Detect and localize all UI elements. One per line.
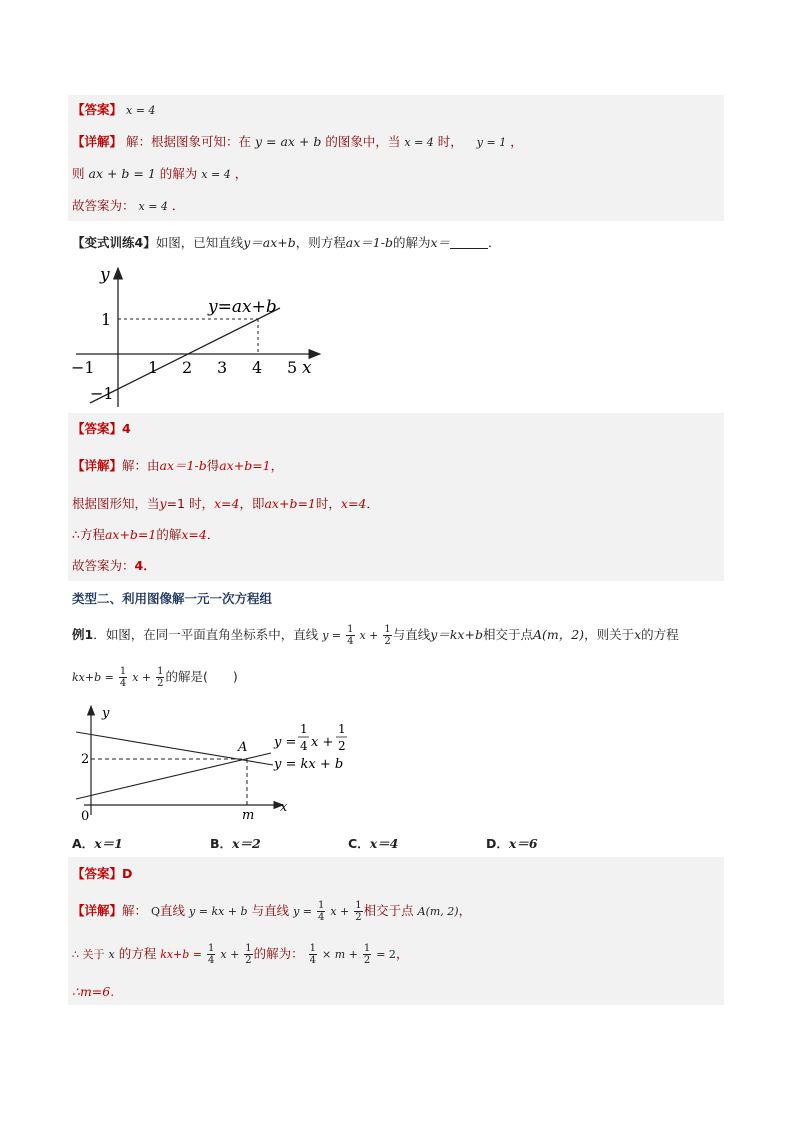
fraction [354, 900, 362, 923]
detail-line-3 [72, 196, 184, 217]
equation: ax + b = 1 [88, 166, 156, 181]
denominator: 2 [355, 912, 362, 923]
text: 的解为 [159, 166, 198, 181]
text: ， [395, 946, 409, 961]
line1-frac1-den: 4 [300, 739, 308, 753]
option-value: x＝1 [94, 836, 123, 851]
text: 故答案为： [72, 558, 135, 573]
numerator: 1 [245, 943, 252, 954]
tick-label-5: 5 [287, 358, 298, 377]
tick-label-3: 3 [217, 358, 228, 377]
option-value: x＝6 [508, 836, 538, 851]
text: =1 时， [166, 496, 214, 511]
text: ∴方程 [72, 527, 105, 542]
fraction [119, 666, 127, 689]
line1-frac2-den: 2 [338, 739, 346, 753]
detail-line-2 [72, 164, 247, 185]
text: 则 [72, 166, 85, 181]
equation: y＝ax+b [243, 235, 296, 250]
tick-label-1: 1 [148, 358, 159, 377]
fraction [383, 624, 391, 647]
answer-line [72, 100, 155, 121]
equation: x=4 [340, 496, 367, 511]
text: 相交于点 [482, 627, 533, 642]
x-tick-m: m [242, 808, 255, 823]
line-quarter-x-half [76, 753, 271, 799]
denominator: 4 [119, 678, 127, 689]
equation: y = [322, 629, 342, 642]
option-value: x＝2 [232, 836, 261, 851]
answer-line [72, 864, 132, 884]
equation: kx+b = [72, 671, 114, 684]
detail-line-2 [72, 941, 408, 968]
equation: ax＝1-b [345, 235, 393, 250]
tick-label-4: 4 [252, 358, 263, 377]
text: ，则方程 [295, 235, 346, 250]
text: 的解为： [253, 946, 304, 961]
option-d[interactable] [486, 834, 538, 852]
point: A(m，2) [532, 627, 585, 642]
x-axis-label: x [302, 358, 312, 378]
symbol: Q [151, 905, 161, 918]
numerator: 1 [347, 624, 354, 635]
text: 的解为 [392, 235, 431, 250]
line2-label: y = kx + b [274, 757, 344, 772]
equation: kx+b = [160, 948, 203, 961]
equation: y = [293, 905, 313, 918]
option-c[interactable] [348, 834, 398, 852]
tick-label-neg1: −1 [71, 358, 95, 377]
variant-tag: 【变式训练4】 [72, 235, 156, 250]
denominator: 2 [363, 955, 371, 966]
text: 得 [206, 458, 220, 473]
text: 解： [122, 903, 148, 918]
detail-line-1 [72, 132, 523, 153]
detail-tag: 【详解】 [72, 134, 123, 149]
text: 4． [134, 558, 156, 573]
y-tick-neg1: −1 [90, 384, 114, 403]
detail-line-1 [72, 898, 471, 925]
denominator: 4 [318, 912, 325, 923]
text: 的方程 [118, 946, 157, 961]
equation: ax+b=1 [219, 458, 271, 473]
text: 与直线 [251, 903, 290, 918]
line1-prefix: y = [274, 735, 297, 750]
example-tag: 例1 [72, 627, 94, 642]
detail-line-2 [72, 494, 379, 514]
text: ， [234, 166, 248, 181]
text: ∴ 关于 [72, 948, 105, 961]
text: ． [366, 496, 379, 511]
equation: x＝ [430, 235, 451, 250]
numerator: 1 [384, 624, 391, 635]
option-a[interactable] [72, 834, 123, 852]
point: A(m, 2) [417, 905, 459, 918]
denominator: 2 [245, 955, 252, 966]
tick-label-2: 2 [182, 358, 193, 377]
answer-value: x = 4 [126, 104, 156, 117]
origin-label: 0 [81, 809, 90, 823]
answer-value: 4 [122, 421, 131, 436]
example-question-line-2 [72, 664, 238, 691]
text: 与直线 [392, 627, 431, 642]
text: 解：由 [122, 458, 160, 473]
equation: x + [220, 948, 240, 961]
fraction [207, 943, 215, 966]
equation: y [159, 496, 167, 511]
answer-value: D [122, 866, 133, 881]
fraction [346, 624, 354, 647]
text: ， [510, 134, 523, 149]
denominator: 4 [347, 636, 354, 647]
denominator: 2 [157, 678, 164, 689]
example-question-line-1 [72, 622, 679, 649]
equation: ax＝1-b [159, 458, 207, 473]
option-value: x＝4 [369, 836, 399, 851]
text: ，即 [239, 496, 265, 511]
text: ．如图，在同一平面直角坐标系中，直线 [93, 627, 319, 642]
line1-frac2-num: 1 [338, 722, 346, 736]
numerator: 1 [119, 666, 127, 677]
denominator: 4 [208, 955, 215, 966]
numerator: 1 [157, 666, 164, 677]
detail-line-4 [72, 556, 156, 576]
option-label: A． [72, 836, 95, 851]
text: 的图象中，当 [325, 134, 401, 149]
text: 的解是( ) [165, 669, 238, 684]
text: ， [270, 458, 284, 473]
equation: ax+b=1 [264, 496, 316, 511]
x-axis-label: x [280, 800, 288, 815]
fraction [363, 943, 371, 966]
equation: ax+b=1 [104, 527, 157, 542]
numerator: 1 [355, 900, 362, 911]
numerator: 1 [208, 943, 215, 954]
variable: x [634, 627, 642, 642]
equation: x=4 [181, 527, 207, 542]
equation: × m + [322, 948, 358, 961]
numerator: 1 [309, 943, 317, 954]
option-label: D． [486, 836, 509, 851]
answer-block-3 [68, 857, 724, 1005]
fraction [317, 900, 325, 923]
text: ，则关于 [584, 627, 635, 642]
text: 的解 [156, 527, 182, 542]
answer-tag: 【答案】 [72, 102, 123, 117]
equation: x + [359, 629, 379, 642]
detail-tag: 【详解】 [72, 903, 123, 918]
equation: x + [330, 905, 350, 918]
line1-mid: x + [311, 735, 334, 750]
variant-question [72, 233, 501, 253]
y-tick-1: 1 [101, 310, 112, 329]
option-label: B． [210, 836, 233, 851]
numerator: 1 [318, 900, 325, 911]
text: ， [458, 903, 472, 918]
answer-line [72, 419, 131, 439]
detail-line-1 [72, 456, 283, 476]
line1-frac1-num: 1 [300, 722, 308, 736]
denominator: 4 [309, 955, 317, 966]
answer-tag: 【答案】 [72, 421, 123, 436]
equation: x = 4 [404, 136, 434, 149]
variable: x [108, 948, 115, 961]
text: 相交于点 [363, 903, 414, 918]
equation: y = kx + b [189, 905, 248, 918]
text: 的方程 [641, 627, 679, 642]
denominator: 2 [384, 636, 391, 647]
y-tick-2: 2 [81, 752, 90, 767]
fraction [244, 943, 252, 966]
option-label: C． [348, 836, 370, 851]
text: 直线 [160, 903, 186, 918]
answer-tag: 【答案】 [72, 866, 123, 881]
equation: x = 4 [138, 200, 168, 213]
section-title: 类型二、利用图像解一元一次方程组 [72, 591, 273, 606]
equation: x + [132, 671, 152, 684]
equation: x=4 [213, 496, 240, 511]
text: ． [206, 527, 220, 542]
detail-line-3 [72, 525, 219, 545]
text: 如图，已知直线 [155, 235, 244, 250]
equation: y＝kx+b [430, 627, 483, 642]
text: 故答案为： [72, 198, 135, 213]
equation: y = ax + b [255, 134, 322, 149]
fraction [156, 666, 164, 689]
point-a-label: A [238, 740, 248, 755]
text: 时， [315, 496, 341, 511]
answer-blank [450, 235, 488, 249]
text: ． [488, 235, 501, 250]
fraction [309, 943, 317, 966]
graph-line-ax-b [68, 262, 328, 412]
detail-tag: 【详解】 [72, 458, 123, 473]
text: 根据图形知，当 [72, 496, 160, 511]
line-label: y=ax+b [208, 297, 277, 317]
text: 时， [437, 134, 463, 149]
y-axis-label: y [100, 265, 110, 285]
detail-line-3: ∴m=6. [72, 984, 115, 999]
graph-intersecting-lines [68, 703, 368, 823]
numerator: 1 [363, 943, 371, 954]
equation: y = 1 [476, 136, 507, 149]
equation: = 2 [376, 948, 396, 961]
text: 解：根据图象可知：在 [126, 134, 252, 149]
text: ． [171, 198, 185, 213]
option-b[interactable] [210, 834, 261, 852]
equation: x = 4 [201, 168, 231, 181]
y-axis-label: y [102, 706, 110, 721]
